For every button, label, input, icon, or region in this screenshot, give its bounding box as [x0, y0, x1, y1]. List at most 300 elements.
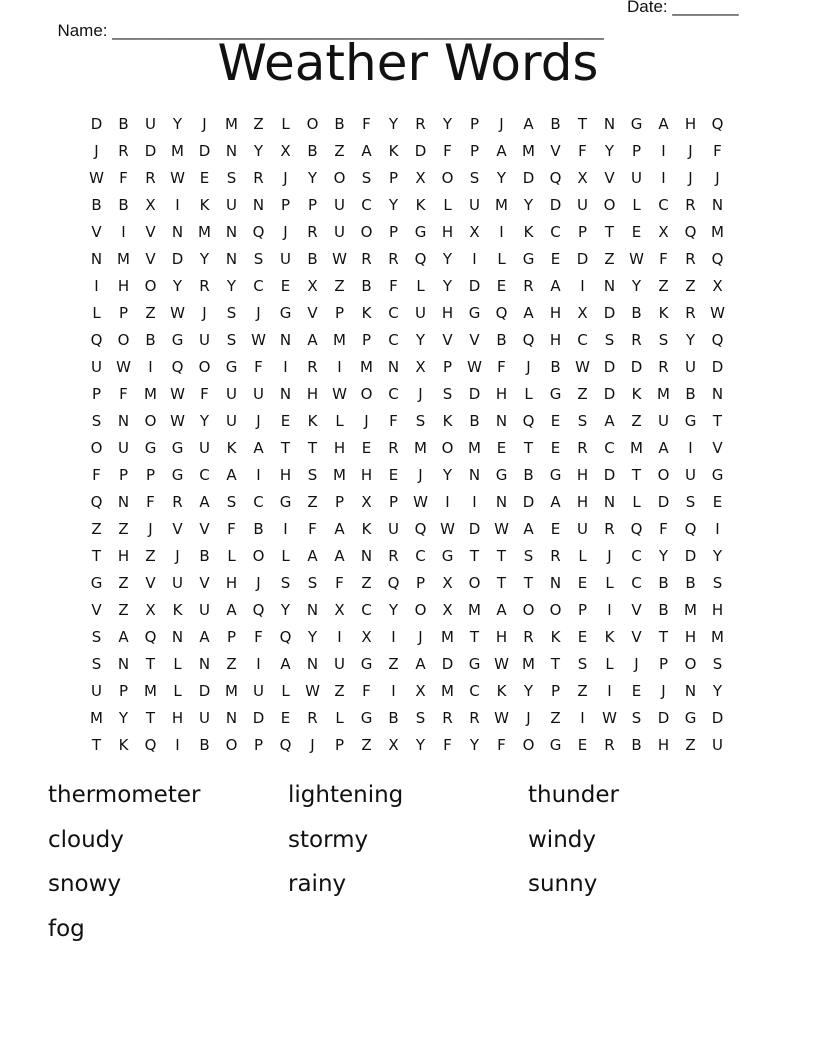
grid-letter[interactable]: X [712, 277, 723, 295]
grid-letter[interactable]: L [173, 655, 182, 673]
grid-letter[interactable]: B [361, 277, 372, 295]
grid-letter[interactable]: W [602, 709, 617, 727]
grid-letter[interactable]: T [91, 736, 102, 754]
grid-letter[interactable]: J [418, 385, 423, 403]
grid-letter[interactable]: Y [442, 277, 453, 295]
grid-letter[interactable]: B [388, 709, 399, 727]
grid-letter[interactable]: S [658, 331, 669, 349]
grid-letter[interactable]: F [497, 358, 506, 376]
grid-letter[interactable]: I [607, 682, 612, 700]
grid-letter[interactable]: V [307, 304, 318, 322]
grid-letter[interactable]: L [497, 250, 506, 268]
grid-letter[interactable]: M [630, 439, 643, 457]
grid-letter[interactable]: O [144, 412, 157, 430]
grid-letter[interactable]: O [333, 169, 346, 187]
grid-letter[interactable]: Y [712, 547, 723, 565]
grid-letter[interactable]: V [145, 574, 156, 592]
grid-letter[interactable]: Z [577, 682, 588, 700]
grid-letter[interactable]: F [578, 142, 587, 160]
grid-letter[interactable]: E [496, 439, 507, 457]
grid-letter[interactable]: Q [684, 223, 697, 241]
grid-letter[interactable]: L [281, 547, 290, 565]
grid-letter[interactable]: Y [388, 115, 399, 133]
grid-letter[interactable]: B [118, 196, 129, 214]
grid-letter[interactable]: J [256, 412, 261, 430]
grid-letter[interactable]: E [199, 169, 210, 187]
grid-letter[interactable]: Q [90, 493, 103, 511]
grid-letter[interactable]: W [251, 331, 266, 349]
grid-letter[interactable]: G [684, 412, 697, 430]
grid-letter[interactable]: C [388, 331, 399, 349]
grid-letter[interactable]: Y [442, 115, 453, 133]
grid-letter[interactable]: W [575, 358, 590, 376]
grid-letter[interactable]: L [524, 385, 533, 403]
grid-letter[interactable]: P [442, 358, 453, 376]
grid-letter[interactable]: Q [387, 574, 400, 592]
grid-letter[interactable]: Q [252, 223, 265, 241]
grid-letter[interactable]: D [603, 304, 616, 322]
grid-letter[interactable]: Q [711, 115, 724, 133]
grid-letter[interactable]: A [280, 655, 291, 673]
grid-letter[interactable]: A [496, 601, 507, 619]
grid-letter[interactable]: D [468, 385, 481, 403]
grid-letter[interactable]: J [715, 169, 720, 187]
grid-letter[interactable]: U [199, 709, 210, 727]
grid-letter[interactable]: O [90, 439, 103, 457]
grid-letter[interactable]: P [307, 196, 318, 214]
grid-letter[interactable]: Z [226, 655, 237, 673]
grid-letter[interactable]: R [685, 250, 696, 268]
grid-letter[interactable]: L [632, 493, 641, 511]
grid-letter[interactable]: L [632, 196, 641, 214]
grid-letter[interactable]: Y [172, 277, 183, 295]
grid-letter[interactable]: C [577, 331, 588, 349]
grid-letter[interactable]: T [523, 574, 534, 592]
grid-letter[interactable]: Z [631, 412, 642, 430]
grid-letter[interactable]: O [441, 169, 454, 187]
grid-letter[interactable]: Z [334, 142, 345, 160]
grid-letter[interactable]: Y [280, 601, 291, 619]
grid-letter[interactable]: U [226, 412, 237, 430]
grid-letter[interactable]: N [306, 655, 319, 673]
grid-letter[interactable]: C [658, 196, 669, 214]
grid-letter[interactable]: R [145, 169, 156, 187]
grid-letter[interactable]: F [146, 493, 155, 511]
grid-letter[interactable]: R [172, 493, 183, 511]
grid-letter[interactable]: J [175, 547, 180, 565]
grid-letter[interactable]: R [388, 439, 399, 457]
grid-letter[interactable]: B [253, 520, 264, 538]
grid-letter[interactable]: E [361, 439, 372, 457]
grid-letter[interactable]: O [414, 601, 427, 619]
grid-letter[interactable]: D [630, 358, 643, 376]
grid-letter[interactable]: M [495, 196, 508, 214]
grid-letter[interactable]: S [280, 574, 291, 592]
grid-letter[interactable]: I [580, 709, 585, 727]
grid-letter[interactable]: G [549, 736, 562, 754]
grid-letter[interactable]: O [306, 115, 319, 133]
grid-letter[interactable]: P [91, 385, 102, 403]
grid-letter[interactable]: M [144, 385, 157, 403]
grid-letter[interactable]: Z [307, 493, 318, 511]
grid-letter[interactable]: O [198, 358, 211, 376]
grid-letter[interactable]: X [442, 574, 453, 592]
grid-letter[interactable]: D [522, 493, 535, 511]
grid-letter[interactable]: G [90, 574, 103, 592]
grid-letter[interactable]: S [226, 169, 237, 187]
grid-letter[interactable]: H [441, 223, 454, 241]
grid-letter[interactable]: S [91, 412, 102, 430]
grid-letter[interactable]: F [308, 520, 317, 538]
grid-letter[interactable]: S [442, 385, 453, 403]
grid-letter[interactable]: N [279, 331, 292, 349]
grid-letter[interactable]: A [199, 628, 210, 646]
grid-letter[interactable]: P [469, 115, 480, 133]
grid-letter[interactable]: B [550, 115, 561, 133]
grid-letter[interactable]: Z [685, 736, 696, 754]
grid-letter[interactable]: V [199, 574, 210, 592]
grid-letter[interactable]: A [415, 655, 426, 673]
grid-letter[interactable]: I [391, 628, 396, 646]
grid-letter[interactable]: Z [118, 574, 129, 592]
grid-letter[interactable]: X [307, 277, 318, 295]
grid-letter[interactable]: U [199, 439, 210, 457]
grid-letter[interactable]: N [495, 412, 508, 430]
grid-letter[interactable]: Q [495, 304, 508, 322]
grid-letter[interactable]: S [577, 412, 588, 430]
grid-letter[interactable]: P [145, 466, 156, 484]
grid-letter[interactable]: P [415, 574, 426, 592]
grid-letter[interactable]: I [337, 628, 342, 646]
grid-letter[interactable]: B [307, 142, 318, 160]
grid-letter[interactable]: N [171, 223, 184, 241]
grid-letter[interactable]: K [523, 223, 534, 241]
grid-letter[interactable]: L [605, 574, 614, 592]
grid-letter[interactable]: M [711, 223, 724, 241]
grid-letter[interactable]: F [443, 142, 452, 160]
grid-letter[interactable]: D [468, 277, 481, 295]
grid-letter[interactable]: M [198, 223, 211, 241]
grid-letter[interactable]: X [577, 304, 588, 322]
grid-letter[interactable]: F [119, 169, 128, 187]
grid-letter[interactable]: X [361, 628, 372, 646]
grid-letter[interactable]: W [170, 169, 185, 187]
grid-letter[interactable]: J [364, 412, 369, 430]
grid-letter[interactable]: K [442, 412, 453, 430]
grid-letter[interactable]: Q [90, 331, 103, 349]
grid-letter[interactable]: Y [442, 250, 453, 268]
grid-letter[interactable]: U [226, 196, 237, 214]
grid-letter[interactable]: V [172, 520, 183, 538]
grid-letter[interactable]: D [90, 115, 103, 133]
grid-letter[interactable]: V [550, 142, 561, 160]
grid-letter[interactable]: F [227, 520, 236, 538]
grid-letter[interactable]: I [121, 223, 126, 241]
grid-letter[interactable]: D [198, 142, 211, 160]
grid-letter[interactable]: R [442, 709, 453, 727]
grid-letter[interactable]: E [280, 277, 291, 295]
grid-letter[interactable]: I [391, 682, 396, 700]
grid-letter[interactable]: A [253, 439, 264, 457]
grid-letter[interactable]: X [280, 142, 291, 160]
grid-letter[interactable]: I [256, 655, 261, 673]
grid-letter[interactable]: O [522, 736, 535, 754]
grid-letter[interactable]: Y [523, 196, 534, 214]
grid-letter[interactable]: U [712, 736, 723, 754]
grid-letter[interactable]: T [496, 574, 507, 592]
grid-letter[interactable]: T [577, 115, 588, 133]
grid-letter[interactable]: Z [145, 547, 156, 565]
grid-letter[interactable]: M [468, 601, 481, 619]
grid-letter[interactable]: Z [685, 277, 696, 295]
grid-letter[interactable]: S [91, 628, 102, 646]
grid-letter[interactable]: Z [145, 304, 156, 322]
grid-letter[interactable]: K [226, 439, 237, 457]
grid-letter[interactable]: O [522, 601, 535, 619]
grid-letter[interactable]: J [661, 682, 666, 700]
grid-letter[interactable]: A [550, 493, 561, 511]
grid-letter[interactable]: K [604, 628, 615, 646]
grid-letter[interactable]: P [280, 196, 291, 214]
grid-letter[interactable]: P [226, 628, 237, 646]
grid-letter[interactable]: J [148, 520, 153, 538]
grid-letter[interactable]: X [415, 358, 426, 376]
grid-letter[interactable]: E [388, 466, 399, 484]
grid-letter[interactable]: X [361, 493, 372, 511]
grid-letter[interactable]: V [442, 331, 453, 349]
grid-letter[interactable]: S [307, 574, 318, 592]
grid-letter[interactable]: I [580, 277, 585, 295]
grid-letter[interactable]: I [337, 358, 342, 376]
grid-letter[interactable]: G [279, 493, 292, 511]
grid-letter[interactable]: F [443, 736, 452, 754]
grid-letter[interactable]: W [494, 520, 509, 538]
grid-letter[interactable]: X [145, 601, 156, 619]
grid-letter[interactable]: F [659, 520, 668, 538]
grid-letter[interactable]: A [226, 466, 237, 484]
grid-letter[interactable]: A [523, 520, 534, 538]
grid-letter[interactable]: M [468, 439, 481, 457]
grid-letter[interactable]: W [170, 412, 185, 430]
grid-letter[interactable]: O [225, 736, 238, 754]
grid-letter[interactable]: N [225, 142, 238, 160]
grid-letter[interactable]: N [495, 493, 508, 511]
grid-letter[interactable]: U [469, 196, 480, 214]
grid-letter[interactable]: N [279, 385, 292, 403]
grid-letter[interactable]: Q [684, 520, 697, 538]
grid-letter[interactable]: U [145, 115, 156, 133]
grid-letter[interactable]: N [90, 250, 103, 268]
grid-letter[interactable]: D [441, 655, 454, 673]
grid-letter[interactable]: F [713, 142, 722, 160]
grid-letter[interactable]: M [441, 682, 454, 700]
grid-letter[interactable]: R [361, 250, 372, 268]
grid-letter[interactable]: P [334, 493, 345, 511]
grid-letter[interactable]: Z [334, 682, 345, 700]
grid-letter[interactable]: O [360, 385, 373, 403]
grid-letter[interactable]: G [144, 439, 157, 457]
grid-letter[interactable]: U [388, 520, 399, 538]
grid-letter[interactable]: Q [711, 331, 724, 349]
grid-letter[interactable]: P [118, 304, 129, 322]
grid-letter[interactable]: Q [414, 250, 427, 268]
grid-letter[interactable]: Y [307, 628, 318, 646]
grid-letter[interactable]: Y [388, 196, 399, 214]
grid-letter[interactable]: F [389, 412, 398, 430]
grid-letter[interactable]: J [418, 466, 423, 484]
grid-letter[interactable]: Y [388, 601, 399, 619]
grid-letter[interactable]: I [148, 358, 153, 376]
grid-letter[interactable]: J [688, 169, 693, 187]
grid-letter[interactable]: H [117, 277, 130, 295]
grid-letter[interactable]: Q [630, 520, 643, 538]
grid-letter[interactable]: O [684, 655, 697, 673]
grid-letter[interactable]: E [631, 223, 642, 241]
grid-letter[interactable]: V [199, 520, 210, 538]
grid-letter[interactable]: J [526, 709, 531, 727]
grid-letter[interactable]: U [91, 682, 102, 700]
grid-letter[interactable]: H [117, 547, 130, 565]
grid-letter[interactable]: S [361, 169, 372, 187]
grid-letter[interactable]: S [415, 709, 426, 727]
grid-letter[interactable]: E [550, 412, 561, 430]
grid-letter[interactable]: D [711, 709, 724, 727]
grid-letter[interactable]: K [496, 682, 507, 700]
grid-letter[interactable]: J [283, 169, 288, 187]
grid-letter[interactable]: Y [523, 682, 534, 700]
grid-letter[interactable]: Q [522, 412, 535, 430]
grid-letter[interactable]: W [413, 493, 428, 511]
grid-letter[interactable]: W [305, 682, 320, 700]
grid-letter[interactable]: M [657, 385, 670, 403]
grid-letter[interactable]: B [685, 574, 696, 592]
grid-letter[interactable]: I [175, 196, 180, 214]
grid-letter[interactable]: C [631, 547, 642, 565]
grid-letter[interactable]: V [631, 628, 642, 646]
grid-letter[interactable]: U [199, 331, 210, 349]
grid-letter[interactable]: P [550, 682, 561, 700]
grid-letter[interactable]: P [469, 142, 480, 160]
grid-letter[interactable]: H [171, 709, 184, 727]
grid-letter[interactable]: B [199, 547, 210, 565]
grid-letter[interactable]: L [281, 682, 290, 700]
grid-letter[interactable]: T [91, 547, 102, 565]
grid-letter[interactable]: G [522, 250, 535, 268]
grid-letter[interactable]: X [334, 601, 345, 619]
grid-letter[interactable]: F [335, 574, 344, 592]
grid-letter[interactable]: Y [172, 115, 183, 133]
grid-letter[interactable]: X [415, 169, 426, 187]
grid-letter[interactable]: I [499, 223, 504, 241]
grid-letter[interactable]: U [631, 169, 642, 187]
grid-letter[interactable]: M [171, 142, 184, 160]
grid-letter[interactable]: A [334, 547, 345, 565]
grid-letter[interactable]: D [171, 250, 184, 268]
grid-letter[interactable]: M [441, 628, 454, 646]
grid-letter[interactable]: M [333, 466, 346, 484]
grid-letter[interactable]: G [468, 655, 481, 673]
grid-letter[interactable]: R [388, 547, 399, 565]
grid-letter[interactable]: J [94, 142, 99, 160]
grid-letter[interactable]: I [661, 142, 666, 160]
grid-letter[interactable]: U [577, 196, 588, 214]
grid-letter[interactable]: N [711, 196, 724, 214]
grid-letter[interactable]: W [494, 709, 509, 727]
grid-letter[interactable]: H [576, 466, 589, 484]
grid-letter[interactable]: M [522, 142, 535, 160]
grid-letter[interactable]: G [684, 709, 697, 727]
grid-letter[interactable]: D [657, 709, 670, 727]
grid-letter[interactable]: I [445, 493, 450, 511]
grid-letter[interactable]: B [658, 601, 669, 619]
grid-letter[interactable]: R [307, 223, 318, 241]
grid-letter[interactable]: U [199, 601, 210, 619]
grid-letter[interactable]: G [360, 655, 373, 673]
grid-letter[interactable]: Y [712, 682, 723, 700]
grid-letter[interactable]: Z [334, 277, 345, 295]
grid-letter[interactable]: W [89, 169, 104, 187]
grid-letter[interactable]: K [415, 196, 426, 214]
grid-letter[interactable]: E [280, 709, 291, 727]
grid-letter[interactable]: F [362, 682, 371, 700]
grid-letter[interactable]: H [684, 628, 697, 646]
grid-letter[interactable]: A [199, 493, 210, 511]
grid-letter[interactable]: V [91, 223, 102, 241]
grid-letter[interactable]: J [607, 547, 612, 565]
grid-letter[interactable]: B [307, 250, 318, 268]
grid-letter[interactable]: N [360, 547, 373, 565]
grid-letter[interactable]: P [118, 682, 129, 700]
grid-letter[interactable]: R [631, 331, 642, 349]
grid-letter[interactable]: D [549, 196, 562, 214]
grid-letter[interactable]: E [550, 520, 561, 538]
grid-letter[interactable]: Z [118, 520, 129, 538]
grid-letter[interactable]: N [549, 574, 562, 592]
grid-letter[interactable]: Q [549, 169, 562, 187]
grid-letter[interactable]: I [283, 520, 288, 538]
grid-letter[interactable]: C [604, 439, 615, 457]
grid-letter[interactable]: E [280, 412, 291, 430]
grid-letter[interactable]: V [604, 169, 615, 187]
grid-letter[interactable]: L [416, 277, 425, 295]
grid-letter[interactable]: A [334, 520, 345, 538]
grid-letter[interactable]: X [415, 682, 426, 700]
grid-letter[interactable]: V [469, 331, 480, 349]
grid-letter[interactable]: W [170, 385, 185, 403]
grid-letter[interactable]: C [550, 223, 561, 241]
grid-letter[interactable]: D [684, 547, 697, 565]
grid-letter[interactable]: N [468, 466, 481, 484]
grid-letter[interactable]: D [711, 358, 724, 376]
grid-letter[interactable]: D [522, 169, 535, 187]
grid-letter[interactable]: L [443, 196, 452, 214]
grid-letter[interactable]: U [334, 196, 345, 214]
grid-letter[interactable]: U [172, 574, 183, 592]
grid-letter[interactable]: P [253, 736, 264, 754]
grid-letter[interactable]: L [335, 709, 344, 727]
grid-letter[interactable]: O [549, 601, 562, 619]
grid-letter[interactable]: B [631, 304, 642, 322]
grid-letter[interactable]: M [225, 682, 238, 700]
grid-letter[interactable]: E [550, 439, 561, 457]
grid-letter[interactable]: I [661, 169, 666, 187]
grid-letter[interactable]: D [414, 142, 427, 160]
grid-letter[interactable]: N [225, 709, 238, 727]
grid-letter[interactable]: S [712, 655, 723, 673]
grid-letter[interactable]: K [658, 304, 669, 322]
grid-letter[interactable]: S [226, 493, 237, 511]
grid-letter[interactable]: R [118, 142, 129, 160]
